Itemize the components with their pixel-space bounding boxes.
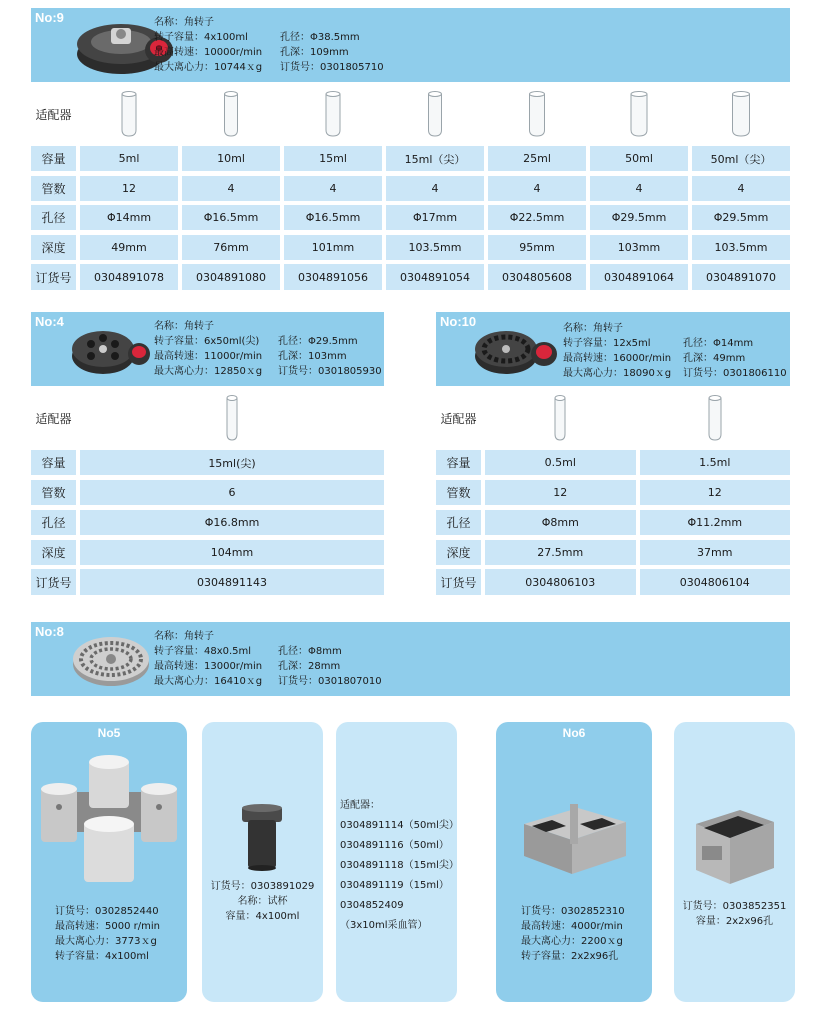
plate-holder-order-no: 订货号：0303852351 [682, 901, 787, 912]
row-count-cell: 4 [488, 176, 586, 201]
info-depth: 孔深：103mm [278, 351, 347, 362]
row-bore-cell: Φ16.5mm [182, 205, 280, 230]
info-order-no: 订货号：0301806110 [683, 368, 787, 379]
info-max-speed: 最高转速：16000r/min [563, 353, 672, 364]
test-cup-image [238, 804, 286, 872]
row-capacity-cell: 50ml（尖） [692, 146, 790, 171]
angle-rotor-image [474, 322, 560, 378]
row-depth-cell: 76mm [182, 235, 280, 260]
cup-details [207, 879, 318, 924]
no5-details [55, 904, 160, 964]
adapter-image [590, 86, 688, 142]
row-depth-cell: 104mm [80, 540, 384, 565]
info-capacity: 转子容量：4x100ml [154, 32, 248, 43]
plate-rotor-no6-card [496, 722, 652, 1002]
adapter-tube-icon [550, 394, 570, 442]
rotor-no9-header [31, 8, 790, 82]
row-depth-cell: 103.5mm [386, 235, 484, 260]
row-count-cell: 12 [485, 480, 636, 505]
adapter-item-note: （3x10ml采血管） [340, 920, 428, 931]
row-capacity-cell: 15ml（尖） [386, 146, 484, 171]
rotor-no9-info [154, 15, 384, 75]
row-depth-cell: 95mm [488, 235, 586, 260]
info-order-no: 订货号：0301807010 [278, 676, 382, 687]
adapter-item: 0304891114（50ml尖） [340, 820, 459, 831]
row-label: 订货号 [31, 264, 76, 290]
adapter-image [692, 86, 790, 142]
plate-holder-details [674, 899, 795, 929]
row-depth-cell: 37mm [640, 540, 791, 565]
no5-capacity: 转子容量：4x100ml [55, 951, 149, 962]
rotor-no8-header [31, 622, 790, 696]
row-label: 管数 [31, 480, 76, 505]
swing-rotor-no5-card [31, 722, 187, 1002]
row-label: 深度 [436, 540, 481, 565]
row-order-no-cell: 0304806104 [640, 569, 791, 595]
row-bore-cell: Φ17mm [386, 205, 484, 230]
row-bore-cell: Φ14mm [80, 205, 178, 230]
row-capacity-cell: 0.5ml [485, 450, 636, 475]
row-count-cell: 12 [80, 176, 178, 201]
row-label: 管数 [31, 176, 76, 201]
multi-hole-rotor-image [71, 630, 151, 690]
info-max-rcf: 最大离心力：16410ｘg [154, 676, 263, 687]
no5-max-rcf: 最大离心力：3773ｘg [55, 936, 157, 947]
adapter-image [80, 390, 384, 446]
row-order-no-cell: 0304891080 [182, 264, 280, 290]
row-depth-cell: 49mm [80, 235, 178, 260]
adapter-tube-icon [705, 394, 725, 442]
info-capacity: 转子容量：12x5ml [563, 338, 651, 349]
adapter-image [488, 86, 586, 142]
row-capacity-cell: 15ml [284, 146, 382, 171]
info-order-no: 订货号：0301805930 [278, 366, 382, 377]
row-label: 深度 [31, 235, 76, 260]
row-capacity-cell: 15ml(尖) [80, 450, 384, 475]
row-order-no-cell: 0304891070 [692, 264, 790, 290]
info-capacity: 转子容量：6x50ml(尖) [154, 336, 260, 347]
row-order-no-cell: 0304891143 [80, 569, 384, 595]
cup-order-no: 订货号：0303891029 [210, 881, 315, 892]
info-max-speed: 最高转速：11000r/min [154, 351, 263, 362]
cup-capacity: 容量：4x100ml [225, 911, 300, 922]
info-depth: 孔深：49mm [683, 353, 746, 364]
info-bore: 孔径：Φ29.5mm [278, 336, 358, 347]
row-depth-cell: 101mm [284, 235, 382, 260]
row-label: 适配器 [31, 390, 76, 446]
info-capacity: 转子容量：48x0.5ml [154, 646, 252, 657]
row-label: 孔径 [436, 510, 481, 535]
row-count-cell: 4 [284, 176, 382, 201]
row-order-no-cell: 0304891078 [80, 264, 178, 290]
row-label: 适配器 [436, 390, 481, 446]
row-count-cell: 6 [80, 480, 384, 505]
rotor-no8-number: No:8 [35, 624, 64, 639]
row-order-no-cell: 0304805608 [488, 264, 586, 290]
info-max-speed: 最高转速：10000r/min [154, 47, 263, 58]
info-name: 名称：角转子 [154, 17, 214, 28]
adapter-list-title: 适配器： [340, 800, 380, 811]
card-title: No6 [562, 726, 586, 740]
rotor-no10-number: No:10 [440, 314, 477, 329]
rotor-no8-info [154, 629, 382, 689]
row-bore-cell: Φ16.8mm [80, 510, 384, 535]
row-label: 容量 [31, 450, 76, 475]
rotor-no10-info [563, 321, 787, 381]
row-order-no-cell: 0304891064 [590, 264, 688, 290]
row-label: 容量 [436, 450, 481, 475]
adapters-card [336, 722, 457, 1002]
row-order-no-cell: 0304806103 [485, 569, 636, 595]
adapter-tube-icon [323, 90, 343, 138]
row-label: 适配器 [31, 86, 76, 142]
info-name: 名称：角转子 [563, 323, 623, 334]
row-count-cell: 4 [590, 176, 688, 201]
info-depth: 孔深：28mm [278, 661, 341, 672]
row-depth-cell: 103.5mm [692, 235, 790, 260]
adapter-item: 0304891118（15ml尖） [340, 860, 459, 871]
info-name: 名称：角转子 [154, 631, 214, 642]
rotor-no4-number: No:4 [35, 314, 64, 329]
row-label: 订货号 [436, 569, 481, 595]
info-depth: 孔深：109mm [280, 47, 349, 58]
adapter-list [340, 796, 459, 936]
row-bore-cell: Φ29.5mm [590, 205, 688, 230]
no6-details [521, 904, 625, 964]
info-max-speed: 最高转速：13000r/min [154, 661, 263, 672]
adapter-image [386, 86, 484, 142]
info-bore: 孔径：Φ38.5mm [280, 32, 360, 43]
no5-max-speed: 最高转速：5000 r/min [55, 921, 160, 932]
row-count-cell: 4 [386, 176, 484, 201]
info-order-no: 订货号：0301805710 [280, 62, 384, 73]
info-max-rcf: 最大离心力：12850ｘg [154, 366, 263, 377]
adapter-tube-icon [731, 90, 751, 138]
adapter-tube-icon [527, 90, 547, 138]
no6-max-rcf: 最大离心力：2200ｘg [521, 936, 623, 947]
adapter-tube-icon [629, 90, 649, 138]
row-count-cell: 12 [640, 480, 791, 505]
row-bore-cell: Φ29.5mm [692, 205, 790, 230]
row-label: 管数 [436, 480, 481, 505]
row-label: 孔径 [31, 510, 76, 535]
row-label: 孔径 [31, 205, 76, 230]
adapter-image [284, 86, 382, 142]
info-max-rcf: 最大离心力：10744ｘg [154, 62, 263, 73]
adapter-tube-icon [221, 90, 241, 138]
adapter-tube-icon [222, 394, 242, 442]
swing-rotor-image [39, 752, 179, 887]
no5-order-no: 订货号：0302852440 [55, 906, 159, 917]
row-depth-cell: 103mm [590, 235, 688, 260]
cup-name: 名称：试杯 [237, 896, 288, 907]
info-bore: 孔径：Φ14mm [683, 338, 754, 349]
plate-holder-image [690, 798, 780, 888]
plate-holder-card [674, 722, 795, 1002]
row-bore-cell: Φ22.5mm [488, 205, 586, 230]
no6-capacity: 转子容量：2x2x96孔 [521, 951, 619, 962]
angle-rotor-image [71, 322, 151, 378]
row-label: 订货号 [31, 569, 76, 595]
plate-holder-capacity: 容量：2x2x96孔 [695, 916, 774, 927]
adapter-image [182, 86, 280, 142]
row-capacity-cell: 1.5ml [640, 450, 791, 475]
rotor-no9-number: No:9 [35, 10, 64, 25]
adapter-tube-icon [425, 90, 445, 138]
row-capacity-cell: 25ml [488, 146, 586, 171]
rotor-no10-header [436, 312, 790, 386]
adapter-item: 0304852409 [340, 900, 404, 911]
row-label: 深度 [31, 540, 76, 565]
row-capacity-cell: 5ml [80, 146, 178, 171]
adapter-image [80, 86, 178, 142]
info-name: 名称：角转子 [154, 321, 214, 332]
row-count-cell: 4 [692, 176, 790, 201]
row-bore-cell: Φ16.5mm [284, 205, 382, 230]
row-bore-cell: Φ11.2mm [640, 510, 791, 535]
row-order-no-cell: 0304891054 [386, 264, 484, 290]
info-bore: 孔径：Φ8mm [278, 646, 342, 657]
rotor-no4-info [154, 319, 382, 379]
row-label: 容量 [31, 146, 76, 171]
adapter-image [640, 390, 791, 446]
row-capacity-cell: 50ml [590, 146, 688, 171]
row-order-no-cell: 0304891056 [284, 264, 382, 290]
info-max-rcf: 最大离心力：18090ｘg [563, 368, 672, 379]
test-cup-card [202, 722, 323, 1002]
adapter-tube-icon [119, 90, 139, 138]
plate-rotor-image [518, 794, 630, 886]
card-title: No5 [97, 726, 121, 740]
no6-order-no: 订货号：0302852310 [521, 906, 625, 917]
adapter-image [485, 390, 636, 446]
adapter-item: 0304891119（15ml） [340, 880, 449, 891]
row-capacity-cell: 10ml [182, 146, 280, 171]
rotor-no4-header [31, 312, 384, 386]
adapter-item: 0304891116（50ml） [340, 840, 449, 851]
no6-max-speed: 最高转速：4000r/min [521, 921, 623, 932]
row-count-cell: 4 [182, 176, 280, 201]
row-depth-cell: 27.5mm [485, 540, 636, 565]
row-bore-cell: Φ8mm [485, 510, 636, 535]
